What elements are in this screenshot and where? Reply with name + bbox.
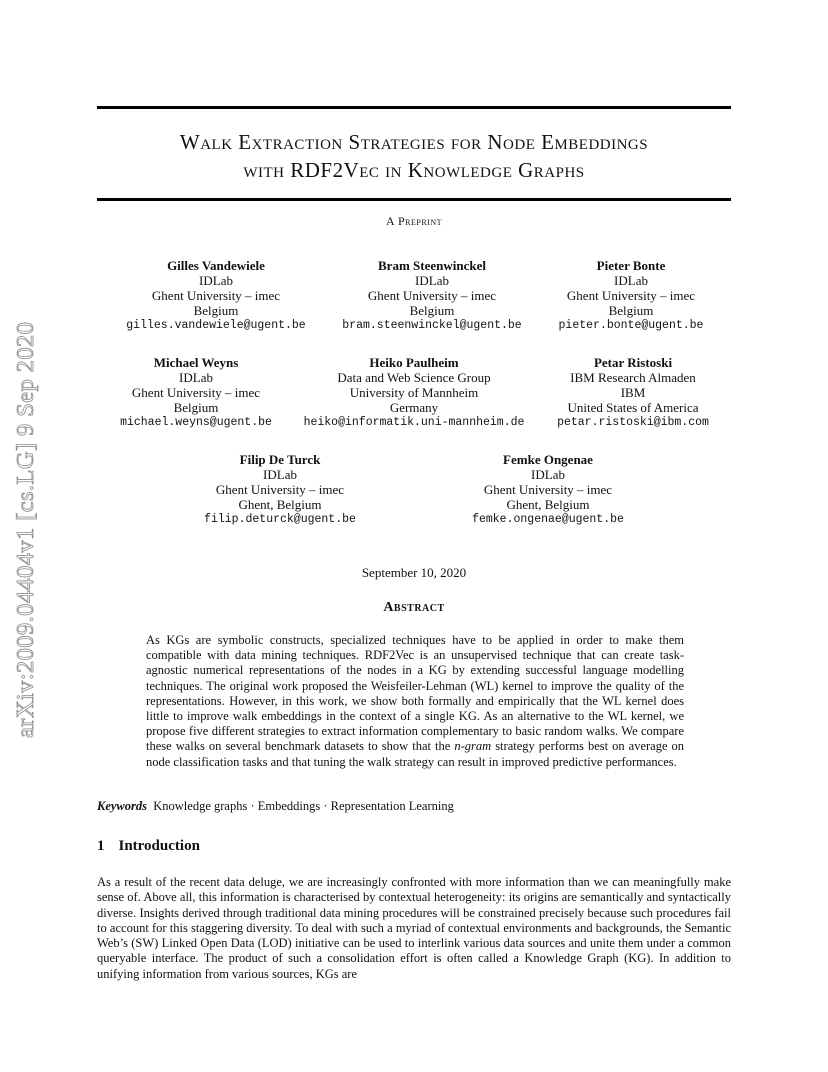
author-email[interactable]: bram.steenwinckel@ugent.be xyxy=(342,319,522,332)
abstract-text: strategy performs best on average on node classification tasks and that tuning the walk strategy can result in improved predictive performances. xyxy=(146,739,685,769)
abstract-text: As KGs are symbolic constructs, specialized techniques have to be applied in order to make them compatible with data mining techniques. RDF2Vec is an unsupervised technique that can create task-agnostic numerical representations of the nodes in a KG by extending successful language modelling techniques. The original work proposed the Weisfeiler-Lehman (WL) kernel to improve the quality of the representations. However, in this work, we show both formally and empirically that the WL kernel does little to improve walk embeddings in the context of a single KG. As an alternative to the WL kernel, we propose five different strategies to extract information complementary to basic random walks. We compare these walks on several benchmark datasets to show that the xyxy=(146,633,684,754)
title-line-2: with RDF2Vec in Knowledge Graphs xyxy=(243,158,585,182)
author-affiliation: University of Mannheim xyxy=(349,385,479,400)
author-affiliation: IBM xyxy=(620,385,646,400)
author-affiliation: IDLab xyxy=(263,467,297,482)
author-card xyxy=(160,452,400,527)
author-email[interactable]: femke.ongenae@ugent.be xyxy=(472,513,624,526)
section-number: 1 xyxy=(97,838,105,854)
author-affiliation: Belgium xyxy=(409,303,455,318)
bottom-rule xyxy=(97,198,731,201)
author-affiliation: Ghent University – imec xyxy=(483,482,613,497)
author-affiliation: Ghent University – imec xyxy=(367,288,497,303)
author-affiliation: Ghent University – imec xyxy=(151,288,281,303)
author-affiliation: IDLab xyxy=(415,273,449,288)
intro-paragraph: As a result of the recent data deluge, we are increasingly confronted with more information than we can meaningfully make sense of. Above all, this information is characterised by contextual heterogeneity: its origins are semantically and syntactically diverse. Insights derived through traditional data mining procedures will be constrained precisely because such procedures fail to account for this staggering diversity. To deal with such a myriad of contextual environments and backgrounds, the Semantic Web’s (SW) Linked Open Data (LOD) initiative can be used to interlink various data sources and unite them under a common queryable interface. The product of such a consolidation effort is often called a Knowledge Graph (KG). In addition to unifying information from various sources, KGs are xyxy=(97,875,731,981)
author-affiliation: IDLab xyxy=(179,370,213,385)
author-affiliation: Ghent University – imec xyxy=(215,482,345,497)
title-line-1: Walk Extraction Strategies for Node Embeddings xyxy=(179,130,649,154)
abstract-italic-term: n-gram xyxy=(454,739,492,754)
author-affiliation: IDLab xyxy=(531,467,565,482)
author-email[interactable]: filip.deturck@ugent.be xyxy=(204,513,356,526)
paper-title xyxy=(97,128,731,184)
keywords-label: Keywords xyxy=(97,799,147,813)
author-email[interactable]: michael.weyns@ugent.be xyxy=(120,416,272,429)
author-card xyxy=(511,258,751,333)
author-affiliation: IBM Research Almaden xyxy=(570,370,696,385)
author-affiliation: Belgium xyxy=(173,400,219,415)
author-affiliation: Ghent, Belgium xyxy=(506,497,590,512)
section-heading xyxy=(97,838,200,855)
author-name: Femke Ongenae xyxy=(503,452,593,467)
abstract-body xyxy=(146,633,684,770)
publication-date: September 10, 2020 xyxy=(361,565,467,580)
preprint-label: A Preprint xyxy=(385,214,442,228)
arxiv-stamp-svg xyxy=(6,268,42,738)
author-affiliation: Ghent University – imec xyxy=(566,288,696,303)
author-affiliation: Germany xyxy=(389,400,439,415)
author-affiliation: IDLab xyxy=(614,273,648,288)
top-rule xyxy=(97,106,731,109)
author-affiliation: Belgium xyxy=(193,303,239,318)
section-title: Introduction xyxy=(118,838,200,854)
author-card xyxy=(274,355,554,430)
keywords-list: Knowledge graphs · Embeddings · Representation Learning xyxy=(153,799,454,813)
author-affiliation: Ghent, Belgium xyxy=(238,497,322,512)
author-card xyxy=(513,355,753,430)
keywords-line xyxy=(97,799,454,814)
author-email[interactable]: gilles.vandewiele@ugent.be xyxy=(126,319,306,332)
author-name: Bram Steenwinckel xyxy=(378,258,486,273)
abstract-heading: Abstract xyxy=(383,600,445,615)
author-card xyxy=(96,258,336,333)
author-card xyxy=(428,452,668,527)
author-name: Petar Ristoski xyxy=(593,355,673,370)
arxiv-stamp xyxy=(6,268,42,738)
author-email[interactable]: heiko@informatik.uni-mannheim.de xyxy=(303,416,525,429)
author-name: Heiko Paulheim xyxy=(369,355,459,370)
author-name: Pieter Bonte xyxy=(596,258,666,273)
author-affiliation: IDLab xyxy=(199,273,233,288)
author-affiliation: United States of America xyxy=(567,400,699,415)
author-affiliation: Belgium xyxy=(608,303,654,318)
author-affiliation: Data and Web Science Group xyxy=(337,370,491,385)
author-affiliation: Ghent University – imec xyxy=(131,385,261,400)
author-name: Michael Weyns xyxy=(153,355,239,370)
arxiv-id-text: arXiv:2009.04404v1 [cs.LG] 9 Sep 2020 xyxy=(12,321,39,738)
author-email[interactable]: pieter.bonte@ugent.be xyxy=(558,319,704,332)
author-name: Filip De Turck xyxy=(239,452,321,467)
author-email[interactable]: petar.ristoski@ibm.com xyxy=(557,416,709,429)
author-name: Gilles Vandewiele xyxy=(167,258,265,273)
